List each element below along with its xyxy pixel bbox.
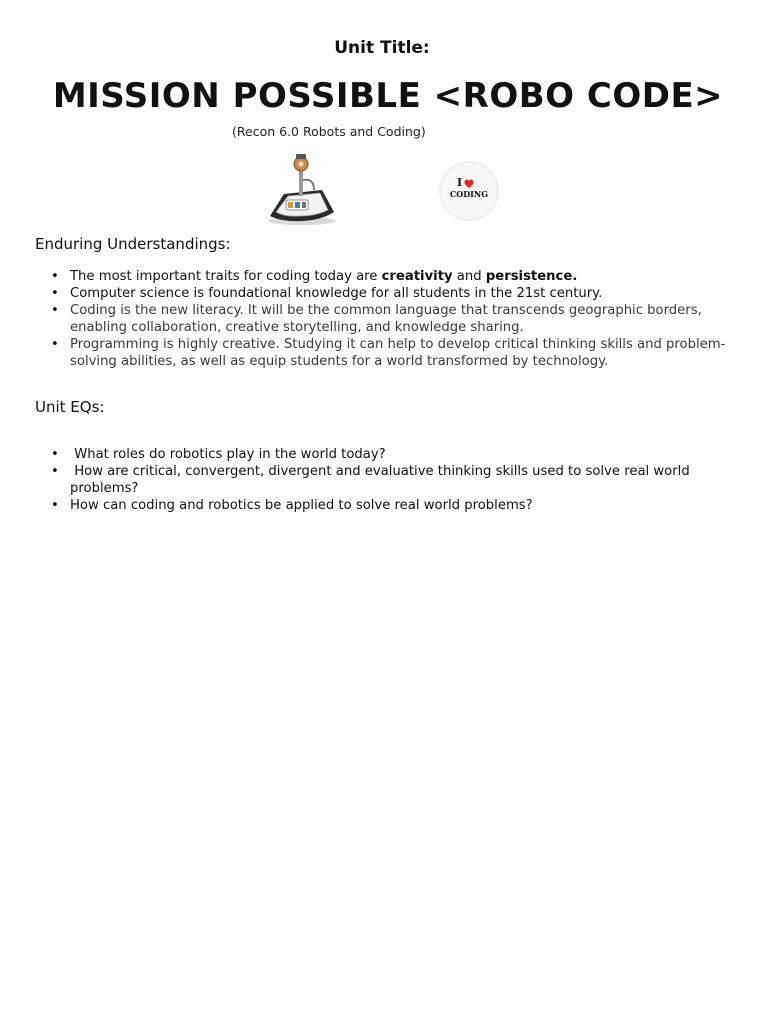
item-text: Programming is highly creative. Studying it can help to develop critical thinking skills and problem-solving abilities, as well as equip students for a world transformed by technology. bbox=[70, 337, 726, 369]
robot-illustration bbox=[262, 150, 340, 226]
item-text: What roles do robotics play in the world today? bbox=[70, 447, 386, 462]
item-text: The most important traits for coding today are bbox=[70, 269, 382, 284]
item-text: and bbox=[452, 269, 486, 284]
enduring-understandings-heading: Enduring Understandings: bbox=[35, 235, 231, 253]
enduring-understandings-list bbox=[48, 268, 738, 370]
unit-eqs-heading: Unit EQs: bbox=[35, 398, 105, 416]
unit-eqs-list bbox=[48, 446, 738, 514]
badge-letter-i: I bbox=[457, 176, 463, 189]
list-item bbox=[48, 336, 738, 370]
unit-title-label-text: Unit Title: bbox=[334, 38, 430, 58]
item-text: Computer science is foundational knowledge for all students in the 21st century. bbox=[70, 286, 603, 301]
list-item bbox=[48, 446, 738, 463]
bold-persistence: persistence. bbox=[485, 269, 578, 284]
item-text: How are critical, convergent, divergent and evaluative thinking skills used to solve real world problems? bbox=[70, 464, 694, 496]
list-item bbox=[48, 497, 738, 514]
unit-title-label bbox=[0, 38, 768, 58]
list-item bbox=[48, 302, 738, 336]
list-item bbox=[48, 463, 738, 497]
list-item bbox=[48, 268, 738, 285]
i-love-coding-badge bbox=[438, 160, 500, 222]
list-item bbox=[48, 285, 738, 302]
bold-creativity: creativity bbox=[381, 269, 453, 284]
subtitle: (Recon 6.0 Robots and Coding) bbox=[232, 124, 426, 139]
item-text: Coding is the new literacy. It will be the common language that transcends geographic borders, enabling collaboration, creative storytelling, and knowledge sharing. bbox=[70, 303, 702, 335]
item-text: How can coding and robotics be applied to solve real world problems? bbox=[70, 498, 533, 513]
page-title: MISSION POSSIBLE <ROBO CODE> bbox=[52, 76, 724, 116]
badge-coding-text: CODING bbox=[449, 189, 489, 199]
